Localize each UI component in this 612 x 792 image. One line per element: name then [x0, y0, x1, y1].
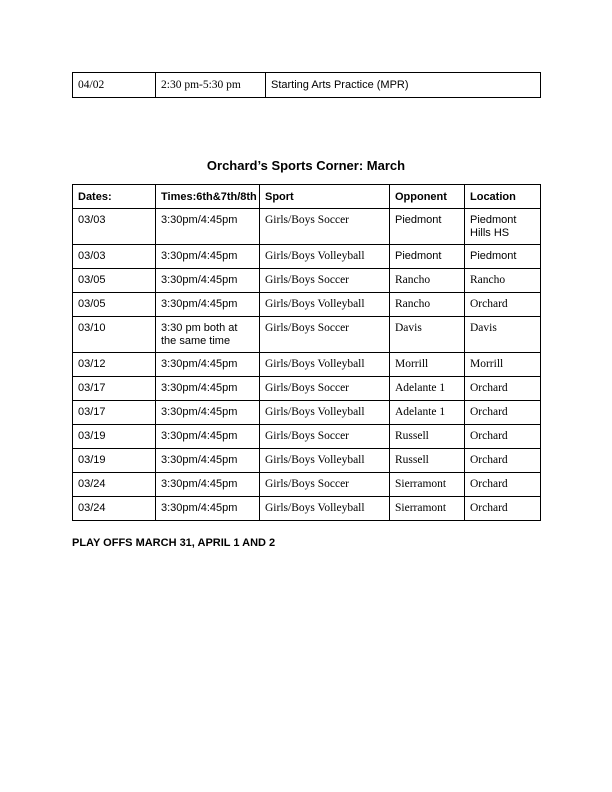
date-cell: 03/17: [73, 377, 156, 401]
table-row: [73, 449, 541, 473]
sport-cell: Girls/Boys Soccer: [260, 269, 390, 293]
time-cell: 2:30 pm-5:30 pm: [156, 73, 266, 98]
date-cell: 04/02: [73, 73, 156, 98]
table-header-row: [73, 185, 541, 209]
date-cell: 03/24: [73, 497, 156, 521]
time-cell: 3:30pm/4:45pm: [156, 377, 260, 401]
event-cell: Starting Arts Practice (MPR): [266, 73, 541, 98]
table-row: [73, 497, 541, 521]
date-cell: 03/10: [73, 317, 156, 353]
table-row: [73, 317, 541, 353]
time-cell: 3:30pm/4:45pm: [156, 401, 260, 425]
opponent-cell: Sierramont: [390, 473, 465, 497]
header-times: Times:6th&7th/8th: [156, 185, 260, 209]
location-cell: Orchard: [465, 401, 541, 425]
sport-cell: Girls/Boys Soccer: [260, 317, 390, 353]
header-dates: Dates:: [73, 185, 156, 209]
table-row: [73, 425, 541, 449]
time-cell: 3:30pm/4:45pm: [156, 209, 260, 245]
opponent-cell: Adelante 1: [390, 377, 465, 401]
location-cell: Davis: [465, 317, 541, 353]
time-cell: 3:30 pm both at the same time: [156, 317, 260, 353]
location-cell: Piedmont: [465, 245, 541, 269]
time-cell: 3:30pm/4:45pm: [156, 449, 260, 473]
opponent-cell: Davis: [390, 317, 465, 353]
table-row: [73, 269, 541, 293]
opponent-cell: Morrill: [390, 353, 465, 377]
playoffs-note: PLAY OFFS MARCH 31, APRIL 1 AND 2: [72, 537, 276, 549]
time-cell: 3:30pm/4:45pm: [156, 425, 260, 449]
table-row: [73, 353, 541, 377]
date-cell: 03/19: [73, 425, 156, 449]
sport-cell: Girls/Boys Volleyball: [260, 353, 390, 377]
header-sport: Sport: [260, 185, 390, 209]
sport-cell: Girls/Boys Volleyball: [260, 293, 390, 317]
opponent-cell: Sierramont: [390, 497, 465, 521]
location-cell: Orchard: [465, 449, 541, 473]
location-cell: Orchard: [465, 425, 541, 449]
sport-cell: Girls/Boys Volleyball: [260, 449, 390, 473]
table-row: [73, 245, 541, 269]
opponent-cell: Russell: [390, 425, 465, 449]
table-row: [73, 401, 541, 425]
header-opponent: Opponent: [390, 185, 465, 209]
table-row: [73, 473, 541, 497]
sport-cell: Girls/Boys Volleyball: [260, 245, 390, 269]
date-cell: 03/24: [73, 473, 156, 497]
location-cell: Orchard: [465, 377, 541, 401]
opponent-cell: Piedmont: [390, 209, 465, 245]
sport-cell: Girls/Boys Volleyball: [260, 401, 390, 425]
date-cell: 03/19: [73, 449, 156, 473]
time-cell: 3:30pm/4:45pm: [156, 269, 260, 293]
location-cell: Orchard: [465, 473, 541, 497]
time-cell: 3:30pm/4:45pm: [156, 497, 260, 521]
location-cell: Rancho: [465, 269, 541, 293]
table-row: [73, 377, 541, 401]
date-cell: 03/03: [73, 209, 156, 245]
opponent-cell: Rancho: [390, 293, 465, 317]
date-cell: 03/17: [73, 401, 156, 425]
opponent-cell: Russell: [390, 449, 465, 473]
sport-cell: Girls/Boys Soccer: [260, 473, 390, 497]
table-row: [73, 73, 541, 98]
opponent-cell: Rancho: [390, 269, 465, 293]
time-cell: 3:30pm/4:45pm: [156, 245, 260, 269]
time-cell: 3:30pm/4:45pm: [156, 293, 260, 317]
schedule-table-april: [72, 72, 541, 98]
location-cell: Piedmont Hills HS: [465, 209, 541, 245]
opponent-cell: Piedmont: [390, 245, 465, 269]
location-cell: Morrill: [465, 353, 541, 377]
header-location: Location: [465, 185, 541, 209]
sport-cell: Girls/Boys Volleyball: [260, 497, 390, 521]
table-row: [73, 293, 541, 317]
time-cell: 3:30pm/4:45pm: [156, 353, 260, 377]
date-cell: 03/12: [73, 353, 156, 377]
sport-cell: Girls/Boys Soccer: [260, 377, 390, 401]
sport-cell: Girls/Boys Soccer: [260, 425, 390, 449]
time-cell: 3:30pm/4:45pm: [156, 473, 260, 497]
section-title: Orchard’s Sports Corner: March: [206, 158, 406, 173]
sport-cell: Girls/Boys Soccer: [260, 209, 390, 245]
opponent-cell: Adelante 1: [390, 401, 465, 425]
location-cell: Orchard: [465, 497, 541, 521]
date-cell: 03/05: [73, 269, 156, 293]
date-cell: 03/05: [73, 293, 156, 317]
date-cell: 03/03: [73, 245, 156, 269]
sports-schedule-table: [72, 184, 541, 521]
table-row: [73, 209, 541, 245]
location-cell: Orchard: [465, 293, 541, 317]
